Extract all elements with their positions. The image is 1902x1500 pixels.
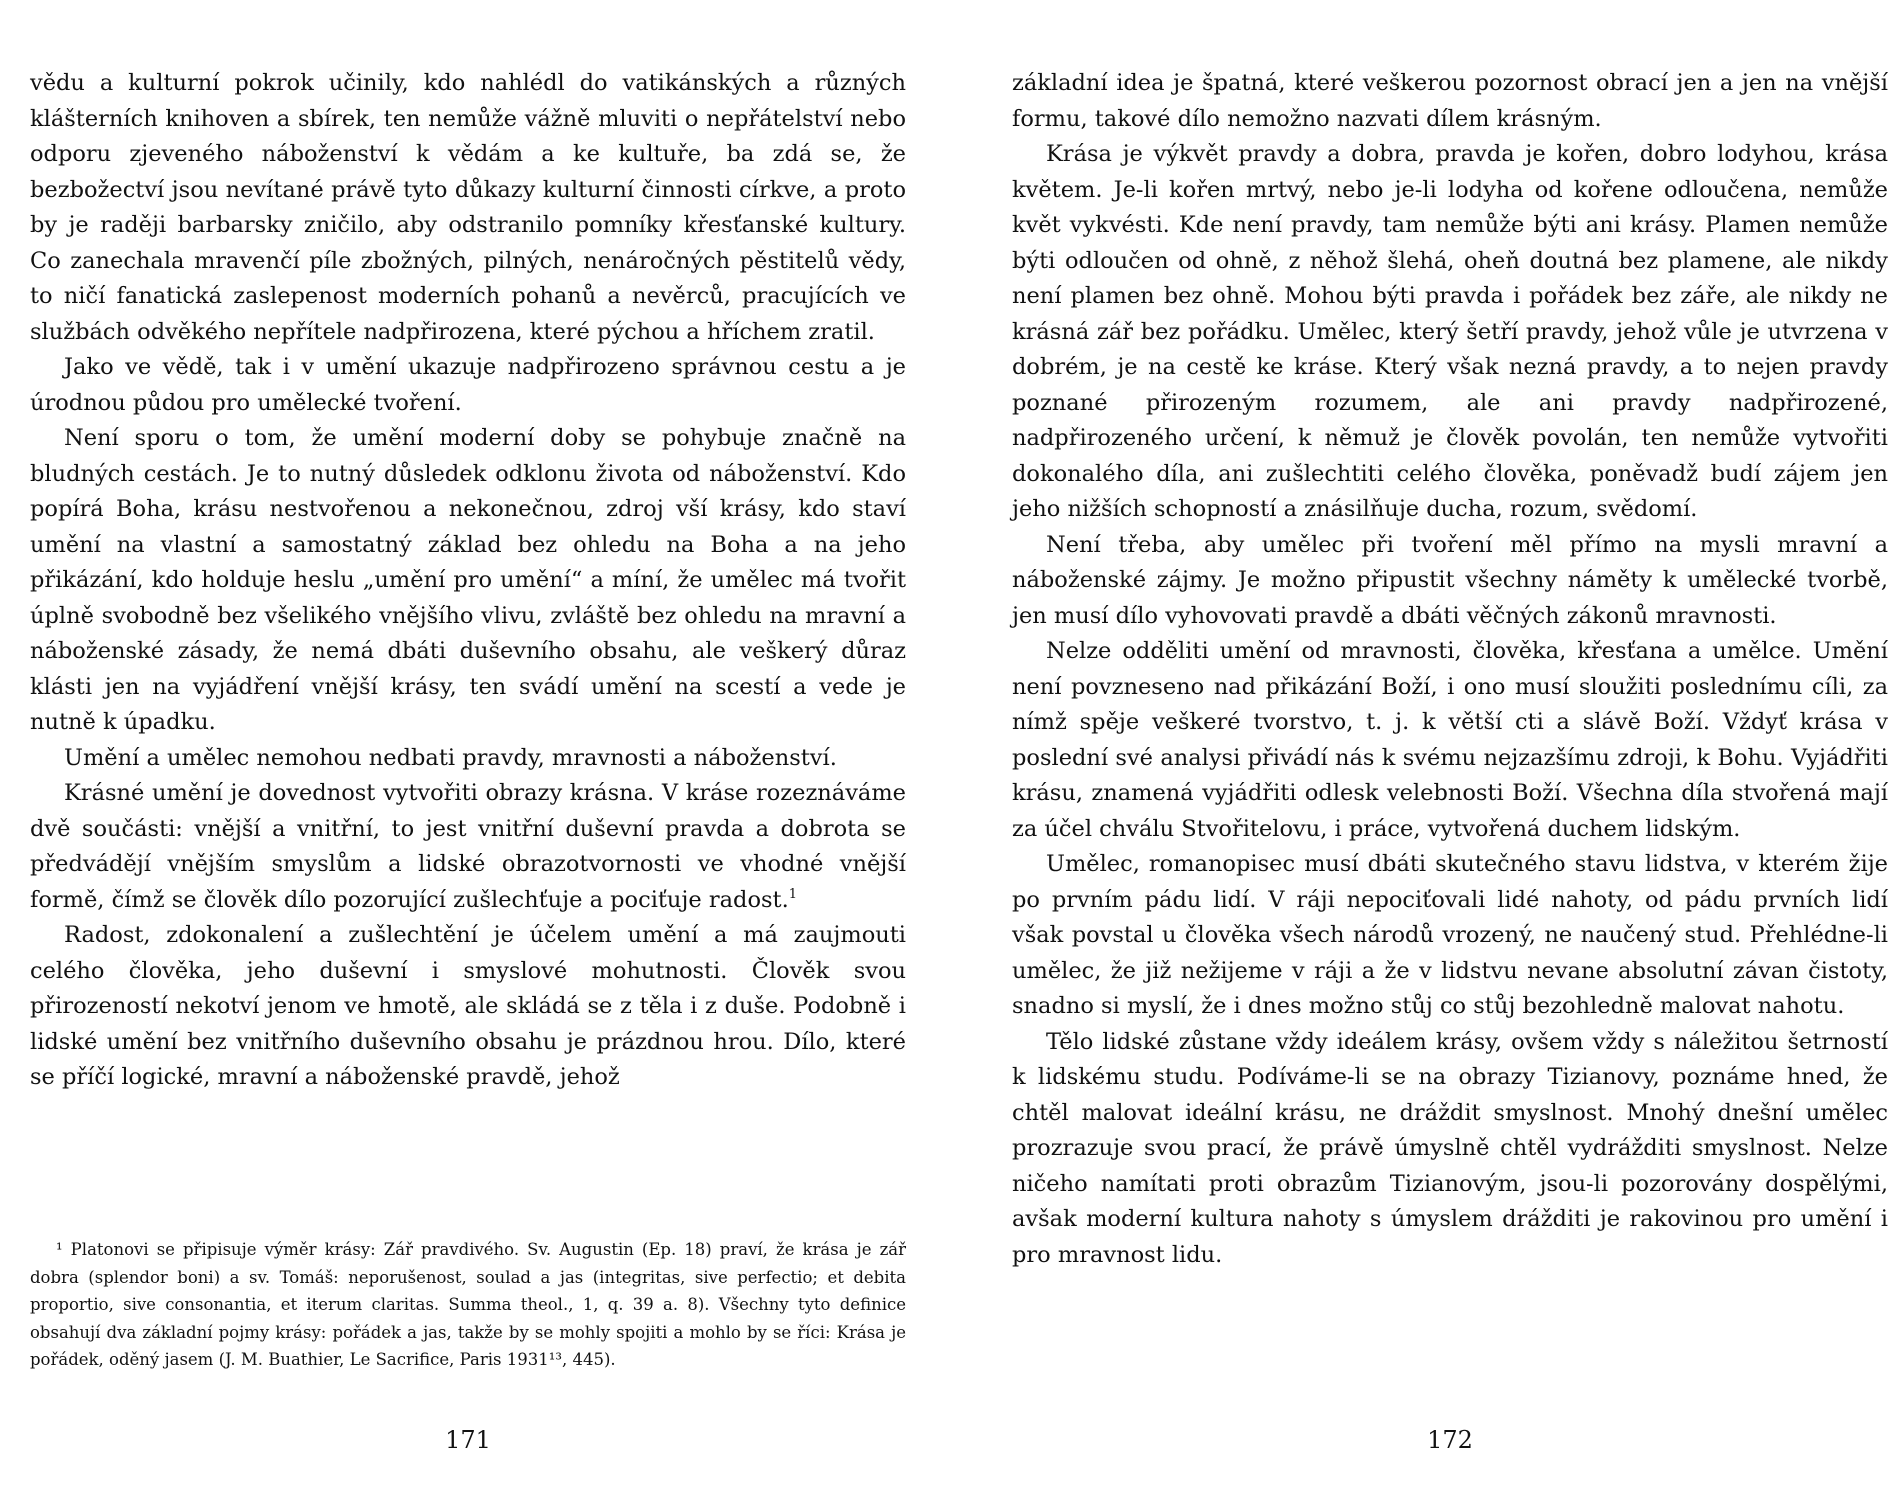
left-paragraph-3: Není sporu o tom, že umění moderní doby se pohybuje značně na bludných cestách. Je to nutný důsledek odklonu života od náboženství. Kdo popírá Boha, krásu nestvořenou a nekonečnou, zdroj vší krásy, kdo staví umění na vlastní a samostatný základ bez ohledu na Boha a na jeho přikázání, kdo holduje heslu „umění pro umění“ a míní, že umělec má tvořit úplně svobodně bez všelikého vnějšího vlivu, zvláště bez ohledu na mravní a náboženské zásady, že nemá dbáti duševního obsahu, ale veškerý důraz klásti jen na vyjádření vnější krásy, ten svádí umění na scestí a vede je nutně k úpadku. — [30, 425, 906, 735]
right-paragraph-5: Umělec, romanopisec musí dbáti skutečného stavu lidstva, v kterém žije po prvním pádu lidí. V ráji nepociťovali lidé nahoty, od pádu prvních lidí však povstal u člověka všech národů vrozený, ne naučený stud. Přehlédne-li umělec, že již nežijeme v ráji a že v lidstvu nevane absolutní závan čistoty, snadno si myslí, že i dnes možno stůj co stůj bezohledně malovat nahotu. — [1012, 851, 1888, 1019]
left-paragraph-6: Radost, zdokonalení a zušlechtění je účelem umění a má zaujmouti celého člověka, jeho duševní i smyslové mohutnosti. Člověk svou přirozeností nekotví jenom ve hmotě, ale skládá se z těla i z duše. Podobně i lidské umění bez vnitřního duševního obsahu je prázdnou hrou. Dílo, které se příčí logické, mravní a náboženské pravdě, jehož — [30, 922, 906, 1090]
left-page-body — [30, 66, 906, 1096]
right-paragraph-1: základní idea je špatná, které veškerou pozornost obrací jen a jen na vnější formu, takové dílo nemožno nazvati dílem krásným. — [1012, 70, 1888, 132]
left-paragraph-5 — [30, 776, 906, 918]
left-paragraph-4: Umění a umělec nemohou nedbati pravdy, mravnosti a náboženství. — [64, 744, 837, 771]
right-paragraph-6: Tělo lidské zůstane vždy ideálem krásy, ovšem vždy s náležitou šetrností k lidskému studu. Podíváme-li se na obrazy Tizianovy, poznáme hned, že chtěl malovat ideální krásu, ne dráždit smyslnost. Mnohý dnešní umělec prozrazuje svou prací, že právě úmyslně chtěl vydrážditi smyslnost. Nelze ničeho namítati proti obrazům Tizianovým, jsou-li pozorovány dospělými, avšak moderní kultura nahoty s úmyslem drážditi je rakovinou pro umění i pro mravnost lidu. — [1012, 1028, 1888, 1268]
right-paragraph-4: Nelze odděliti umění od mravnosti, člověka, křesťana a umělce. Umění není povzneseno nad přikázání Boží, i ono musí sloužiti poslednímu cíli, za nímž spěje veškeré tvorstvo, t. j. k větší cti a slávě Boží. Vždyť krása v poslední své analysi přivádí nás k svému nejzazšímu zdroji, k Bohu. Vyjádřiti krásu, znamená vyjádřiti odlesk velebnosti Boží. Všechna díla stvořená mají za účel chválu Stvořitelovu, i práce, vytvořená duchem lidským. — [1012, 638, 1888, 842]
footnote: ¹ Platonovi se připisuje výměr krásy: Zář pravdivého. Sv. Augustin (Ep. 18) praví, že krása je zář dobra (splendor boni) a sv. Tomáš: neporušenost, soulad a jas (integritas, sive perfectio; et debita proportio, sive consonantia, et iterum claritas. Summa theol., 1, q. 39 a. 8). Všechny tyto definice obsahují dva základní pojmy krásy: pořádek a jas, takže by se mohly spojiti a mohlo by se říci: Krása je pořádek, oděný jasem (J. M. Buathier, Le Sacrifice, Paris 1931¹³, 445). — [30, 1240, 906, 1369]
right-page-body — [1012, 66, 1888, 1273]
right-paragraph-3: Není třeba, aby umělec při tvoření měl přímo na mysli mravní a náboženské zájmy. Je možno připustit všechny náměty k umělecké tvorbě, jen musí dílo vyhovovati pravdě a dbáti věčných zákonů mravnosti. — [1012, 531, 1888, 629]
page-number-left: 171 — [445, 1426, 491, 1454]
left-paragraph-2: Jako ve vědě, tak i v umění ukazuje nadpřirozeno správnou cestu a je úrodnou půdou pro umělecké tvoření. — [30, 354, 906, 416]
left-paragraph-5-text: Krásné umění je dovednost vytvořiti obrazy krásna. V kráse rozeznáváme dvě součásti: vnější a vnitřní, to jest vnitřní duševní pravda a dobrota se předvádějí vnějším smyslům a lidské obrazotvornosti ve vhodné vnější formě, čímž se člověk dílo pozorující zušlechťuje a pociťuje radost. — [30, 780, 906, 913]
footnote-reference: 1 — [788, 886, 798, 902]
page-number-right: 172 — [1427, 1426, 1473, 1454]
right-page — [1012, 66, 1888, 1476]
left-paragraph-1: vědu a kulturní pokrok učinily, kdo nahlédl do vatikánských a různých klášterních knihoven a sbírek, ten nemůže vážně mluviti o nepřátelství nebo odporu zjeveného náboženství k vědám a ke kultuře, ba zdá se, že bezbožectví jsou nevítané právě tyto důkazy kulturní činnosti církve, a proto by je raději barbarsky zničilo, aby odstranilo pomníky křesťanské kultury. Co zanechala mravenčí píle zbožných, pilných, nenáročných pěstitelů vědy, to ničí fanatická zaslepenost moderních pohanů a nevěrců, pracujících ve službách odvěkého nepřítele nadpřirozena, které pýchou a hříchem zratil. — [30, 70, 906, 345]
right-paragraph-2: Krása je výkvět pravdy a dobra, pravda je kořen, dobro lodyhou, krása květem. Je-li kořen mrtvý, nebo je-li lodyha od kořene odloučena, nemůže květ vykvésti. Kde není pravdy, tam nemůže býti ani krásy. Plamen nemůže býti odloučen od ohně, z něhož šlehá, oheň doutná bez plamene, ale nikdy není plamen bez ohně. Mohou býti pravda i pořádek bez záře, ale nikdy ne krásná zář bez pořádku. Umělec, který šetří pravdy, jehož vůle je utvrzena v dobrém, je na cestě ke kráse. Který však nezná pravdy, a to nejen pravdy poznané přirozeným rozumem, ale ani pravdy nadpřirozené, nadpřirozeného určení, k němuž je člověk povolán, ten nemůže vytvořiti dokonalého díla, ani zušlechtiti celého člověka, poněvadž budí zájem jen jeho nižších schopností a znásilňuje ducha, rozum, svědomí. — [1012, 141, 1888, 522]
left-page — [30, 66, 906, 1476]
